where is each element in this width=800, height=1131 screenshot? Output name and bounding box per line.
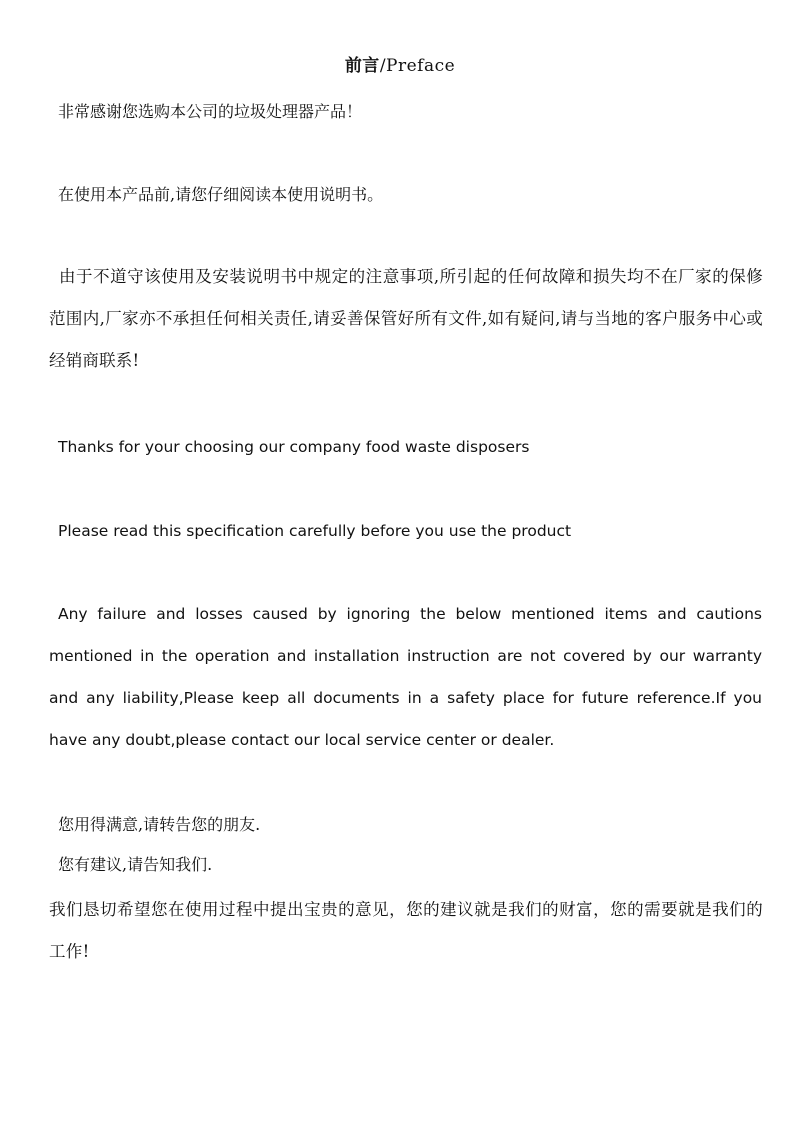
chinese-warranty-paragraph: 由于不道守该使用及安装说明书中规定的注意事项,所引起的任何故障和损失均不在厂家的保修范围内,厂家亦不承担任何相关责任,请妥善保管好所有文件,如有疑问,请与当地的客户服务中心或经销商联系! <box>49 267 763 370</box>
title-chinese: 前言 <box>344 56 380 76</box>
closing-suggestion: 您有建议,请告知我们. <box>58 855 213 874</box>
closing-satisfied: 您用得满意,请转告您的朋友. <box>58 815 261 834</box>
chinese-thanks: 非常感谢您选购本公司的垃圾处理器产品！ <box>58 102 363 121</box>
english-warranty-paragraph: Any failure and losses caused by ignoring the below mentioned items and cautions mentioned in the operation and installation instruction are not covered by our warranty and any liability,Please keep all documents in a safety place for future reference.If you have any doubt,please contact our local service center or dealer. <box>49 605 762 749</box>
chinese-read-notice: 在使用本产品前,请您仔细阅读本使用说明书。 <box>58 185 384 204</box>
page-title <box>0 54 800 78</box>
title-english: /Preface <box>379 56 456 76</box>
english-read-notice: Please read this specification carefully before you use the product <box>58 522 572 540</box>
closing-hope-paragraph: 我们恳切希望您在使用过程中提出宝贵的意见，您的建议就是我们的财富，您的需要就是我们的工作! <box>49 900 763 961</box>
english-thanks: Thanks for your choosing our company food waste disposers <box>58 438 530 456</box>
